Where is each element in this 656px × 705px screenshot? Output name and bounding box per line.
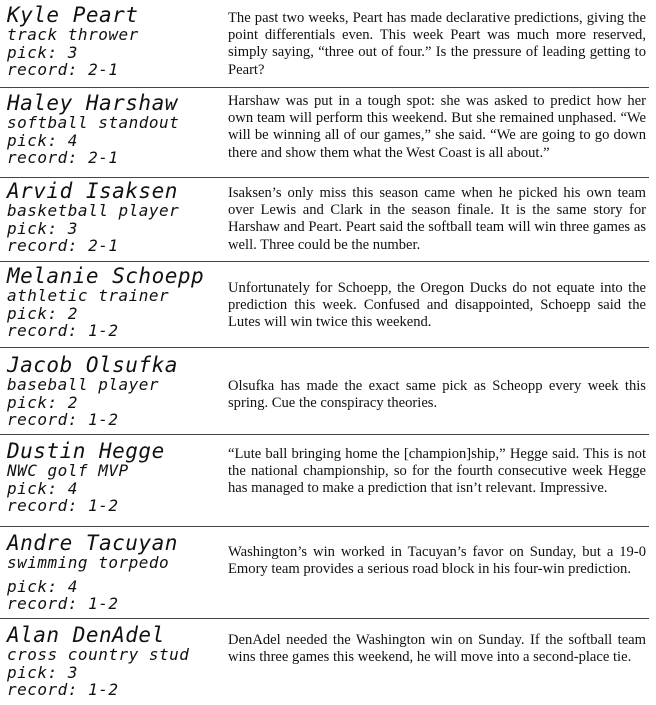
entry-info <box>7 624 217 699</box>
divider <box>0 177 649 178</box>
entry-name: Kyle Peart <box>7 3 139 27</box>
entry-role: NWC golf MVP <box>7 461 129 480</box>
entry-pick: pick: 4 <box>7 576 78 596</box>
entry-record: record: 1-2 <box>7 321 119 340</box>
entry-info <box>7 180 217 255</box>
entry-name: Dustin Hegge <box>7 439 165 463</box>
entry-info <box>7 532 217 613</box>
entry-blurb: Unfortunately for Schoepp, the Oregon Ducks do not equate into the prediction this week. Confused and disappointed, Schoepp said the Lutes will win twice this weekend. <box>228 280 646 331</box>
entry-name: Arvid Isaksen <box>7 179 178 203</box>
entry-role: baseball player <box>7 375 159 394</box>
entry-blurb: “Lute ball bringing home the [champion]ship,” Hegge said. This is not the national championship, so for the fourth consecutive week Hegge has managed to make a prediction that isn’t relevant. Impressive. <box>228 446 646 497</box>
entry-pick: pick: 4 <box>7 130 78 150</box>
entry-role: basketball player <box>7 201 180 220</box>
divider <box>0 261 649 262</box>
entry-record: record: 2-1 <box>7 60 119 79</box>
entry-kyle-peart <box>0 4 656 88</box>
entry-pick: pick: 2 <box>7 392 78 412</box>
entry-record: record: 2-1 <box>7 236 119 255</box>
entry-dustin-hegge <box>0 440 656 520</box>
entry-pick: pick: 3 <box>7 662 78 682</box>
divider <box>0 434 649 435</box>
entry-name: Jacob Olsufka <box>7 353 178 377</box>
entry-alan-denadel <box>0 624 656 704</box>
entry-role: swimming torpedo <box>7 553 170 572</box>
entry-record: record: 1-2 <box>7 594 119 613</box>
entry-blurb: Olsufka has made the exact same pick as Scheopp every week this spring. Cue the conspiracy theories. <box>228 378 646 412</box>
entry-name: Haley Harshaw <box>7 91 178 115</box>
entry-role: athletic trainer <box>7 286 170 305</box>
entry-jacob-olsufka <box>0 354 656 432</box>
entry-record: record: 1-2 <box>7 680 119 699</box>
entry-info <box>7 265 217 340</box>
divider <box>0 618 649 619</box>
entry-melanie-schoepp <box>0 265 656 345</box>
entry-role: softball standout <box>7 113 180 132</box>
entry-blurb: The past two weeks, Peart has made declarative predictions, giving the point differentials even. This week Peart was much more reserved, simply saying, “three out of four.” Is the pressure of leading getting to Peart? <box>228 10 646 78</box>
entry-blurb: Isaksen’s only miss this season came when he picked his own team over Lewis and Clark in the season finale. It is the same story for Harshaw and Peart. Peart said the softball team will win three games as well. Three could be the number. <box>228 185 646 253</box>
entry-record: record: 1-2 <box>7 410 119 429</box>
entry-pick: pick: 3 <box>7 42 78 62</box>
entry-info <box>7 92 217 167</box>
entry-blurb: Harshaw was put in a tough spot: she was asked to predict how her own team will perform this weekend. But she remained unphased. “We will be winning all of our games,” she said. “We are going to go down there and show them what the West Coast is all about.” <box>228 93 646 161</box>
entry-info <box>7 440 217 515</box>
entry-blurb: DenAdel needed the Washington win on Sunday. If the softball team wins three games this weekend, he will move into a second-place tie. <box>228 632 646 666</box>
entry-name: Alan DenAdel <box>7 623 165 647</box>
entry-name: Andre Tacuyan <box>7 531 178 555</box>
divider <box>0 347 649 348</box>
divider <box>0 526 649 527</box>
entry-name: Melanie Schoepp <box>7 264 205 288</box>
entry-pick: pick: 2 <box>7 303 78 323</box>
entry-arvid-isaksen <box>0 180 656 260</box>
entry-record: record: 1-2 <box>7 496 119 515</box>
entry-info <box>7 4 217 79</box>
entry-haley-harshaw <box>0 92 656 176</box>
divider <box>0 87 649 88</box>
entry-pick: pick: 4 <box>7 478 78 498</box>
entry-pick: pick: 3 <box>7 218 78 238</box>
entry-role: track thrower <box>7 25 139 44</box>
entry-blurb: Washington’s win worked in Tacuyan’s favor on Sunday, but a 19-0 Emory team provides a serious road block in his four-win prediction. <box>228 544 646 578</box>
entry-role: cross country stud <box>7 645 190 664</box>
entry-record: record: 2-1 <box>7 148 119 167</box>
entry-info <box>7 354 217 429</box>
entry-andre-tacuyan <box>0 532 656 614</box>
